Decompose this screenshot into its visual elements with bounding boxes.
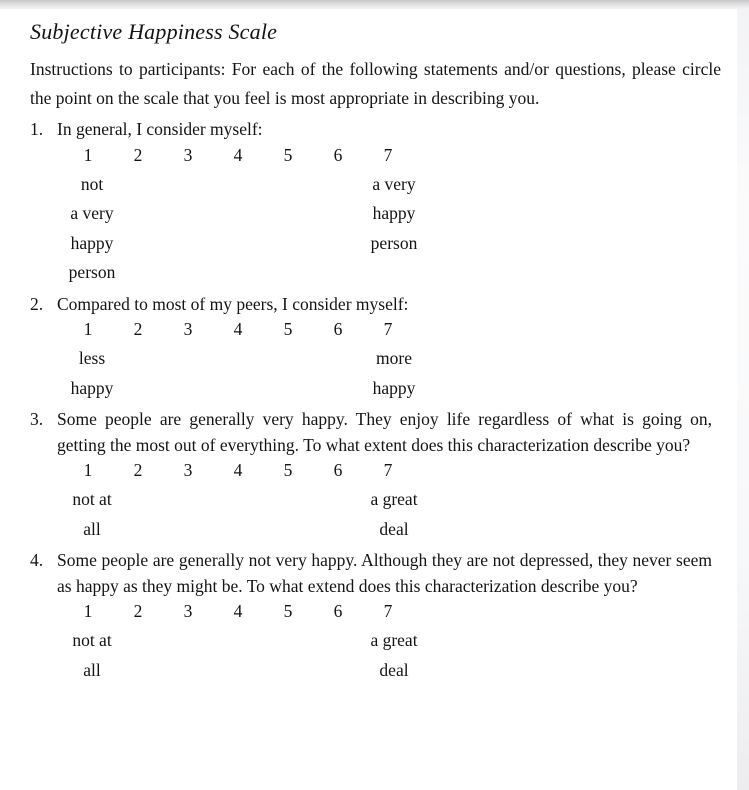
scale-option-6[interactable]: 6 [333, 460, 343, 480]
anchor-line: all [83, 659, 101, 680]
anchor-line: more [376, 348, 412, 368]
scale-anchors [57, 344, 712, 403]
question-text: Some people are generally very happy. They enjoy life regardless of what is going on, getting the most out of everything. To what extent does this characterization describe you? [57, 409, 712, 455]
scale-option-5[interactable]: 5 [283, 319, 293, 339]
scale-right-anchor [354, 485, 434, 544]
item-number: 1. [30, 119, 44, 139]
scale-anchors [57, 170, 712, 288]
scale-option-2[interactable]: 2 [133, 460, 143, 480]
scale-option-3[interactable]: 3 [183, 319, 193, 339]
anchor-line: person [370, 232, 418, 253]
question-item-2 [30, 292, 719, 404]
item-number: 4. [30, 550, 44, 570]
scale-option-3[interactable]: 3 [183, 601, 193, 621]
scale-option-5[interactable]: 5 [283, 601, 293, 621]
scale-option-1[interactable]: 1 [83, 144, 93, 165]
scale-right-anchor [354, 170, 434, 259]
anchor-line: happy [372, 377, 416, 398]
anchor-line: deal [379, 518, 409, 539]
likert-scale [63, 143, 712, 168]
question-text: Some people are generally not very happy. Although they are not depressed, they never seem as happy as they might be. To what extend does this characterization describe you? [57, 550, 712, 596]
anchor-line: all [83, 518, 101, 539]
question-item-4 [30, 548, 719, 685]
scale-option-7[interactable]: 7 [383, 144, 393, 165]
scale-right-anchor [354, 626, 434, 685]
scale-option-4[interactable]: 4 [233, 144, 243, 165]
question-item-1 [30, 117, 719, 288]
scale-anchors [57, 626, 712, 685]
scale-left-anchor [57, 344, 127, 403]
scale-option-6[interactable]: 6 [333, 601, 343, 621]
scale-left-anchor [57, 485, 127, 544]
anchor-line: not at [72, 630, 112, 650]
scale-option-2[interactable]: 2 [133, 601, 143, 621]
item-body [57, 407, 712, 544]
scale-option-7[interactable]: 7 [383, 601, 393, 621]
scale-option-4[interactable]: 4 [233, 601, 243, 621]
instructions-paragraph: Instructions to participants: For each of the following statements and/or questions, please circle the point on the scale that you feel is most appropriate in describing you. [30, 59, 721, 108]
likert-scale [63, 317, 712, 342]
anchor-line: happy [70, 232, 114, 253]
scale-option-7[interactable]: 7 [383, 319, 393, 339]
scale-option-4[interactable]: 4 [233, 460, 243, 480]
likert-scale [63, 458, 712, 483]
anchor-line: a very [70, 203, 114, 223]
scale-left-anchor [57, 170, 127, 288]
scale-option-6[interactable]: 6 [333, 319, 343, 339]
anchor-line: a great [370, 630, 418, 650]
scale-option-3[interactable]: 3 [183, 460, 193, 480]
anchor-line: a very [372, 173, 416, 194]
question-item-3 [30, 407, 719, 544]
question-text: In general, I consider myself: [57, 119, 263, 139]
scale-option-4[interactable]: 4 [233, 319, 243, 339]
scale-option-1[interactable]: 1 [83, 460, 93, 480]
anchor-line: not at [72, 489, 112, 509]
anchor-line: a great [370, 489, 418, 509]
scale-option-7[interactable]: 7 [383, 460, 393, 480]
likert-scale [63, 599, 712, 624]
scale-option-5[interactable]: 5 [283, 460, 293, 480]
item-body [57, 292, 712, 404]
anchor-line: happy [70, 377, 114, 398]
scale-option-2[interactable]: 2 [133, 144, 143, 165]
question-text: Compared to most of my peers, I consider myself: [57, 293, 409, 314]
page-title: Subjective Happiness Scale [30, 19, 278, 44]
item-body [57, 117, 712, 288]
scale-option-1[interactable]: 1 [83, 601, 93, 621]
anchor-line: deal [379, 659, 409, 680]
scale-option-6[interactable]: 6 [333, 144, 343, 165]
scale-right-anchor [354, 344, 434, 403]
question-list [30, 117, 719, 685]
item-body [57, 548, 712, 685]
item-number: 3. [30, 409, 44, 429]
scale-option-1[interactable]: 1 [83, 319, 93, 339]
item-number: 2. [30, 293, 44, 314]
anchor-line: not [80, 173, 104, 194]
anchor-line: less [78, 348, 106, 368]
scale-option-5[interactable]: 5 [283, 144, 293, 165]
anchor-line: happy [372, 203, 416, 223]
scale-anchors [57, 485, 712, 544]
scale-option-2[interactable]: 2 [133, 319, 143, 339]
scale-left-anchor [57, 626, 127, 685]
anchor-line: person [68, 262, 116, 282]
scale-option-3[interactable]: 3 [183, 144, 193, 165]
